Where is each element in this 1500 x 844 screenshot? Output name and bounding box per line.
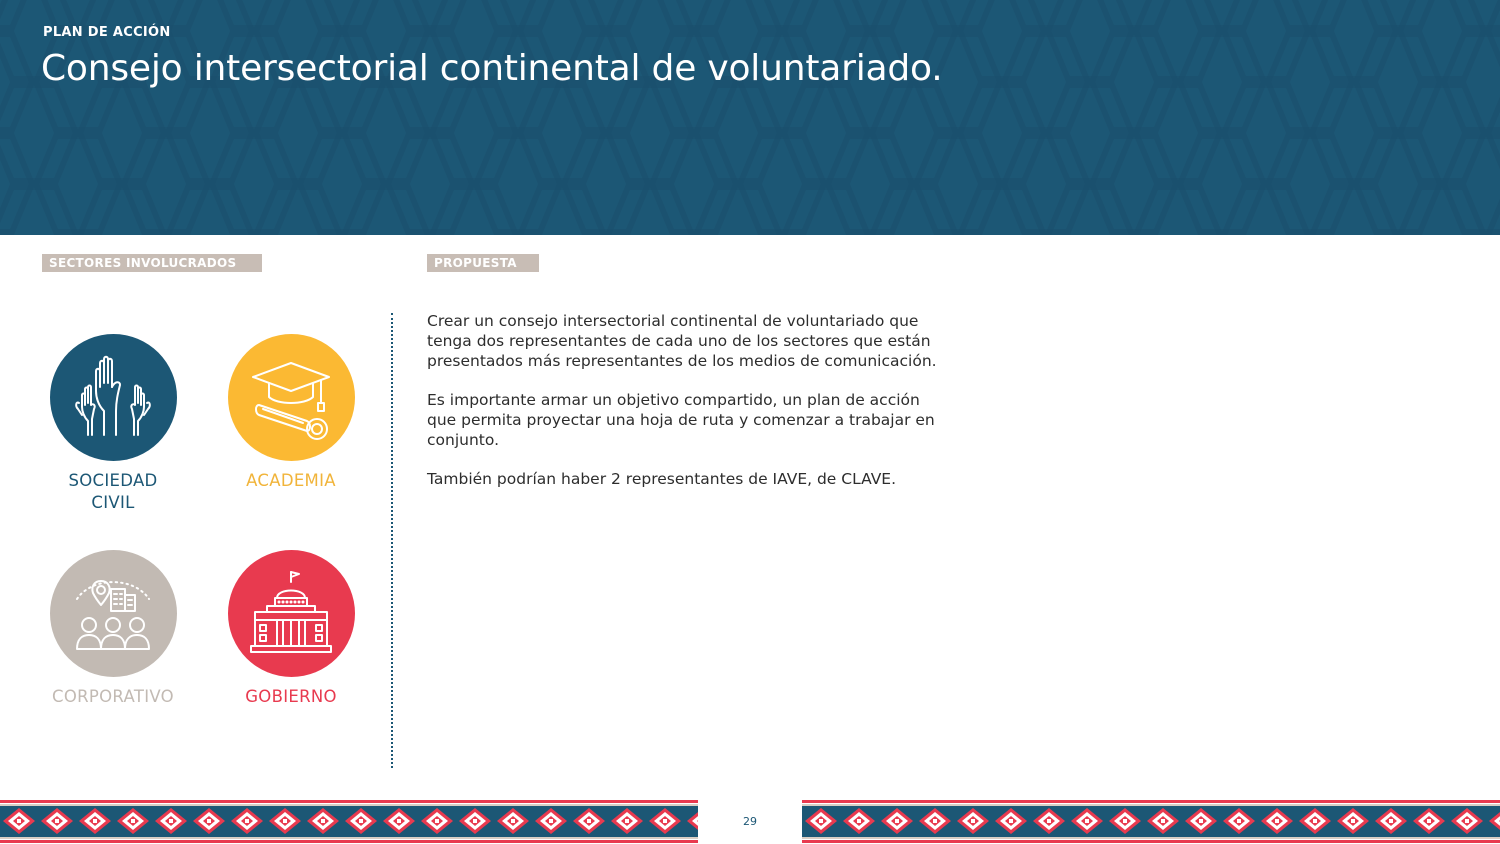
section-kicker: PLAN DE ACCIÓN bbox=[43, 25, 171, 40]
woven-pattern bbox=[0, 799, 698, 844]
sector-corporativo bbox=[13, 550, 213, 708]
sector-label: SOCIEDAD CIVIL bbox=[68, 471, 158, 512]
proposal-tag: PROPUESTA bbox=[427, 254, 539, 272]
corporate-people-icon bbox=[63, 569, 163, 659]
raised-hands-icon bbox=[68, 353, 158, 443]
sector-label: GOBIERNO bbox=[245, 687, 337, 706]
page-number: 29 bbox=[743, 815, 757, 828]
sectors-tag: SECTORES INVOLUCRADOS bbox=[42, 254, 262, 272]
government-building-icon bbox=[241, 564, 341, 664]
sector-label: ACADEMIA bbox=[246, 471, 336, 490]
sector-circle bbox=[50, 550, 177, 677]
decorative-band-left bbox=[0, 799, 698, 844]
proposal-paragraph: Es importante armar un objetivo compartido, un plan de acción que permita proyectar una hoja de ruta y comenzar a trabajar en conjunto. bbox=[427, 391, 935, 449]
dotted-divider bbox=[391, 313, 393, 768]
proposal-paragraph: También podrían haber 2 representantes de IAVE, de CLAVE. bbox=[427, 470, 897, 489]
woven-pattern bbox=[802, 799, 1500, 844]
sector-circle bbox=[228, 550, 355, 677]
proposal-paragraph: Crear un consejo intersectorial continental de voluntariado que tenga dos representantes de cada uno de los sectores que están presentados más representantes de los medios de comunicación. bbox=[427, 312, 937, 370]
sector-label: CORPORATIVO bbox=[52, 687, 174, 706]
sector-circle bbox=[50, 334, 177, 461]
sector-circle bbox=[228, 334, 355, 461]
decorative-band-right bbox=[802, 799, 1500, 844]
sector-academia bbox=[191, 334, 391, 492]
sector-sociedad-civil bbox=[13, 334, 213, 514]
sector-gobierno bbox=[191, 550, 391, 708]
header-banner bbox=[0, 0, 1500, 235]
proposal-text bbox=[427, 312, 937, 510]
graduation-cap-icon bbox=[241, 353, 341, 443]
page-title: Consejo intersectorial continental de voluntariado. bbox=[41, 48, 943, 89]
hexagon-pattern bbox=[0, 0, 1500, 235]
